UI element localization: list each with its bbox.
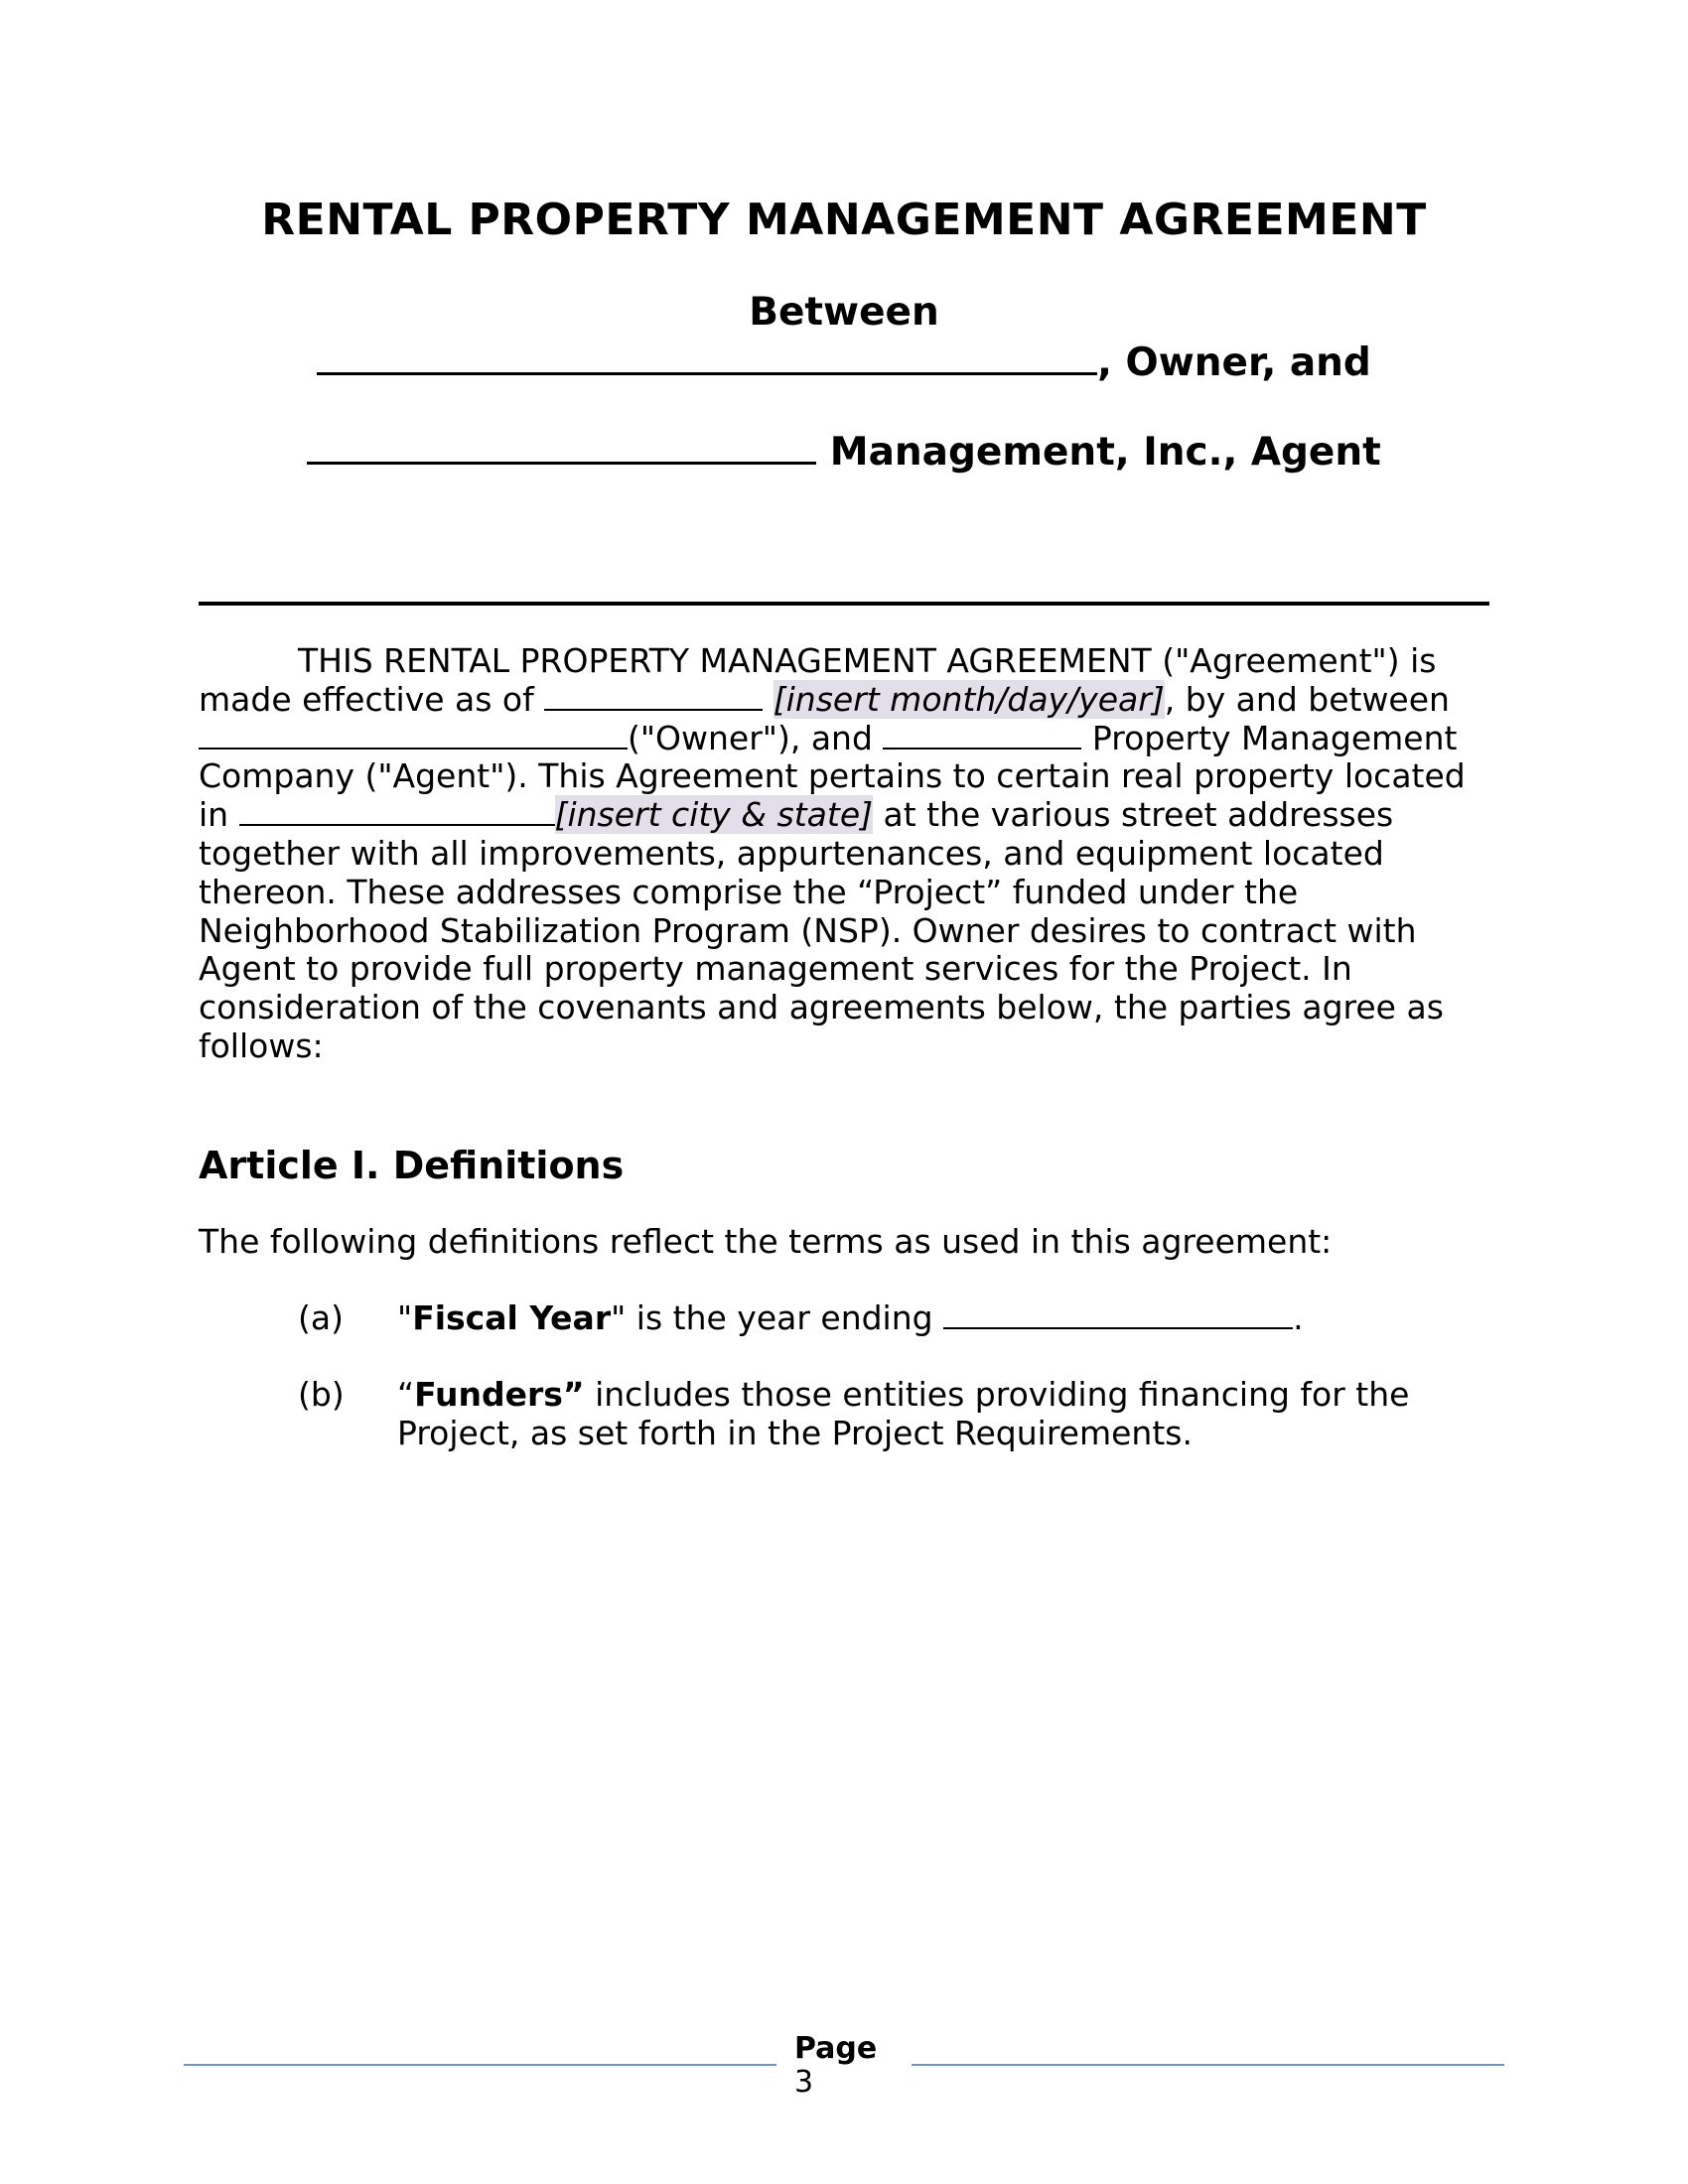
intro-text-1: THIS RENTAL PROPERTY MANAGEMENT AGREEMENT ("Agreement") is made effective as of (199, 641, 1437, 719)
definitions-intro: The following definitions reflect the terms as used in this agreement: (199, 1222, 1333, 1261)
definition-text (397, 1376, 1410, 1453)
article-heading: Article I. Definitions (199, 1144, 625, 1187)
owner-blank[interactable] (199, 720, 628, 750)
footer-rule-right (912, 2064, 1504, 2066)
header-divider (199, 602, 1489, 606)
owner-name-blank[interactable] (317, 335, 1097, 375)
definition-text (397, 1299, 1410, 1338)
definition-label: (a) (298, 1298, 344, 1337)
agent-name-blank[interactable] (307, 424, 816, 465)
close-quote: " (611, 1298, 627, 1337)
page-label: Page (794, 2031, 878, 2066)
footer-rule-left (184, 2064, 776, 2066)
date-placeholder: [insert month/day/year] (773, 679, 1165, 719)
agent-line (0, 424, 1688, 475)
intro-text-4: Property Management Company ("Agent"). This Agreement pertains to certain real property located in (199, 718, 1466, 835)
agent-suffix: Management, Inc., Agent (816, 430, 1381, 475)
owner-suffix: , Owner, and (1097, 341, 1371, 385)
definition-label: (b) (298, 1375, 345, 1414)
between-heading: Between (749, 290, 939, 335)
page-number: 3 (794, 2065, 814, 2100)
agent-company-blank[interactable] (883, 720, 1081, 750)
definition-body: is the year ending (626, 1298, 944, 1337)
open-quote: " (397, 1298, 413, 1337)
defined-term: Fiscal Year (412, 1298, 612, 1337)
defined-term: Funders” (414, 1375, 585, 1414)
intro-paragraph (199, 642, 1489, 1066)
fiscal-year-blank[interactable] (943, 1299, 1293, 1329)
intro-text-2: , by and between (1164, 679, 1450, 719)
definition-end: . (1293, 1298, 1304, 1337)
city-blank[interactable] (239, 796, 555, 826)
document-title: RENTAL PROPERTY MANAGEMENT AGREEMENT (261, 195, 1427, 245)
owner-line (0, 335, 1688, 385)
definition-body: includes those entities providing financing for the Project, as set forth in the Project Requirements. (397, 1375, 1410, 1452)
intro-text-3: ("Owner"), and (628, 718, 884, 757)
effective-date-blank[interactable] (544, 681, 763, 711)
open-quote: “ (397, 1375, 415, 1414)
intro-text-5: at the various street addresses together with all improvements, appurtenances, and equipment located thereon. These addresses comprise the “Project” funded under the Neighborhood Stabilization Program (NSP). Owner desires to contract with Agent to provide full property management services for the Project. In consideration of the covenants and agreements below, the parties agree as follows: (199, 795, 1444, 1065)
city-placeholder: [insert city & state] (554, 795, 873, 835)
